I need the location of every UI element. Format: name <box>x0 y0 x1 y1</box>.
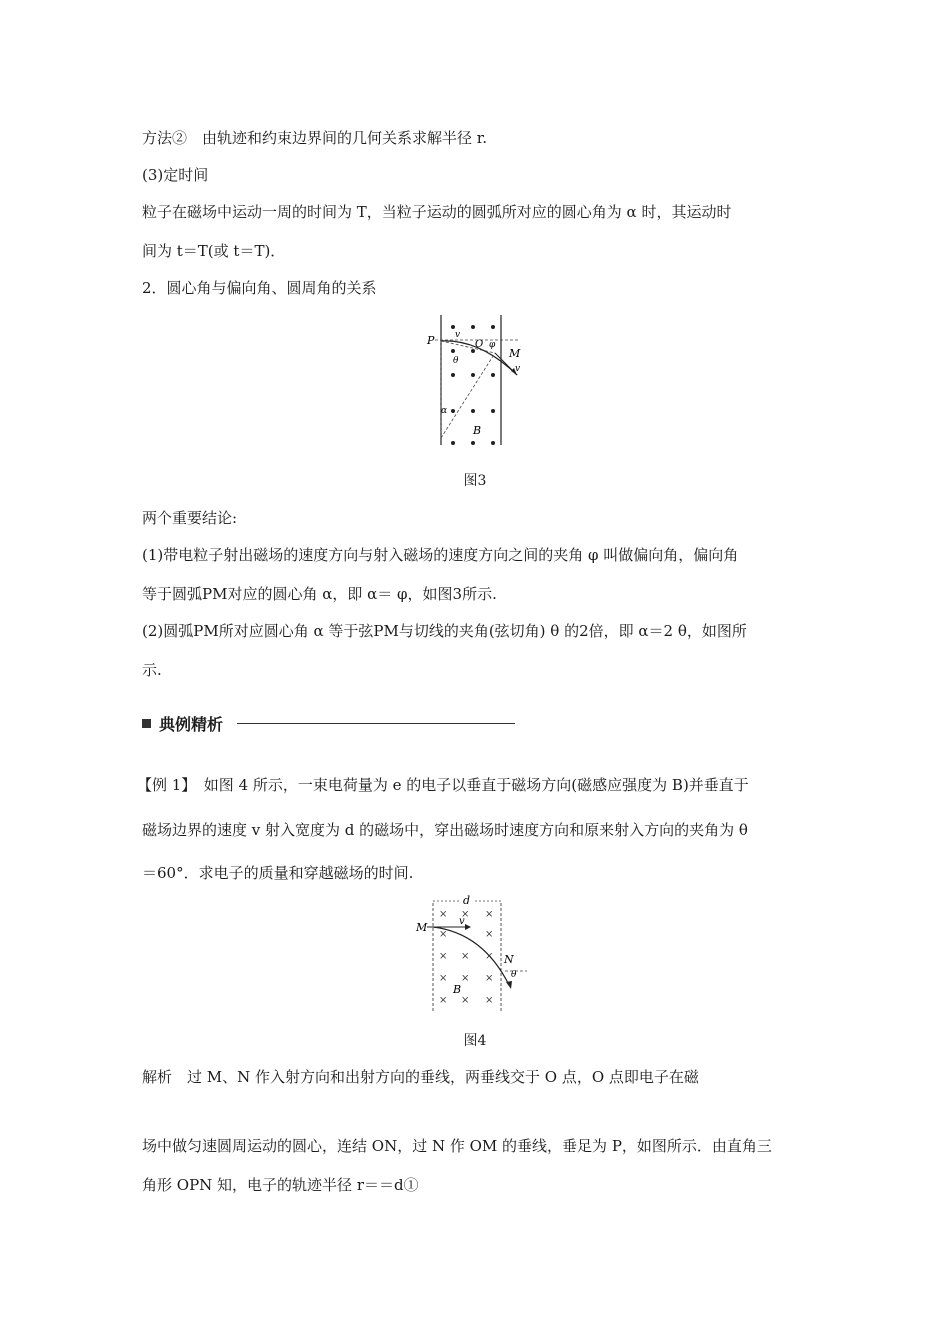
svg-text:×: × <box>485 995 494 1006</box>
fig4-label-B: B <box>453 983 462 996</box>
section-square-icon <box>142 719 151 728</box>
svg-text:×: × <box>439 951 448 962</box>
fig4-label-v: v <box>459 916 465 927</box>
section-rule <box>237 723 515 724</box>
svg-text:×: × <box>439 909 448 920</box>
solution-line2: 场中做匀速圆周运动的圆心，连结 ON，过 N 作 OM 的垂线，垂足为 P，如图所示．由直角三 <box>142 1137 772 1155</box>
conclusion-2-line2: 示. <box>142 661 162 679</box>
fig4-label-theta: θ <box>511 970 517 980</box>
fig4-label-M: M <box>416 921 428 934</box>
example-1-line2: 磁场边界的速度 v 射入宽度为 d 的磁场中，穿出磁场时速度方向和原来射入方向的夹角为 θ <box>142 821 748 839</box>
svg-text:×: × <box>461 973 470 984</box>
fig3-label-P: P <box>427 334 435 347</box>
time-paragraph-line2: 间为 t＝T(或 t＝T)． <box>142 242 286 260</box>
conclusions-title: 两个重要结论: <box>142 509 238 527</box>
example-1-line1: 【例 1】 如图 4 所示，一束电荷量为 e 的电子以垂直于磁场方向(磁感应强度为 B)并垂直于 <box>137 776 749 794</box>
fig3-label-M: M <box>509 347 521 360</box>
figure-3 <box>425 313 535 453</box>
fig3-label-phi: φ <box>489 340 496 350</box>
conclusion-1-line1: (1)带电粒子射出磁场的速度方向与射入磁场的速度方向之间的夹角 φ 叫做偏向角，偏向角 <box>142 546 739 564</box>
figure-4 <box>413 895 543 1015</box>
section-examples <box>142 712 515 735</box>
svg-text:×: × <box>485 973 494 984</box>
fig4-label-N: N <box>504 953 514 966</box>
solution-line1: 解析 过 M、N 作入射方向和出射方向的垂线，两垂线交于 O 点，O 点即电子在磁 <box>142 1068 699 1086</box>
fig3-label-B: B <box>473 424 482 437</box>
svg-text:×: × <box>485 909 494 920</box>
svg-text:×: × <box>461 995 470 1006</box>
svg-text:×: × <box>439 995 448 1006</box>
conclusion-1-line2: 等于圆弧PM对应的圆心角 α，即 α＝ φ，如图3所示. <box>142 585 497 603</box>
figure-3-caption: 图3 <box>463 473 487 489</box>
fig3-label-v-out: v <box>515 364 521 374</box>
section-title: 典例精析 <box>159 715 224 734</box>
svg-text:×: × <box>439 973 448 984</box>
fig4-label-d: d <box>463 895 471 907</box>
subheading-fix-time: (3)定时间 <box>142 166 209 184</box>
method2-line: 方法② 由轨迹和约束边界间的几何关系求解半径 r. <box>142 129 488 147</box>
svg-text:×: × <box>439 929 448 940</box>
heading-angle-relations: 2．圆心角与偏向角、圆周角的关系 <box>142 279 377 297</box>
svg-text:×: × <box>461 909 470 920</box>
svg-text:×: × <box>461 951 470 962</box>
fig3-label-alpha: α <box>441 406 448 416</box>
svg-text:×: × <box>485 951 494 962</box>
svg-text:×: × <box>485 929 494 940</box>
fig3-label-v-top: v <box>455 330 461 340</box>
time-paragraph-line1: 粒子在磁场中运动一周的时间为 T，当粒子运动的圆弧所对应的圆心角为 α 时，其运动时 <box>142 203 732 221</box>
fig3-label-O: O <box>475 339 484 350</box>
solution-line3: 角形 OPN 知，电子的轨迹半径 r＝＝d① <box>142 1176 419 1194</box>
fig3-label-theta: θ <box>453 356 459 366</box>
example-1-line3: ＝60°．求电子的质量和穿越磁场的时间. <box>142 864 414 882</box>
figure-4-caption: 图4 <box>463 1033 487 1049</box>
conclusion-2-line1: (2)圆弧PM所对应圆心角 α 等于弦PM与切线的夹角(弦切角) θ 的2倍，即 α＝2 θ，如图所 <box>142 622 747 640</box>
